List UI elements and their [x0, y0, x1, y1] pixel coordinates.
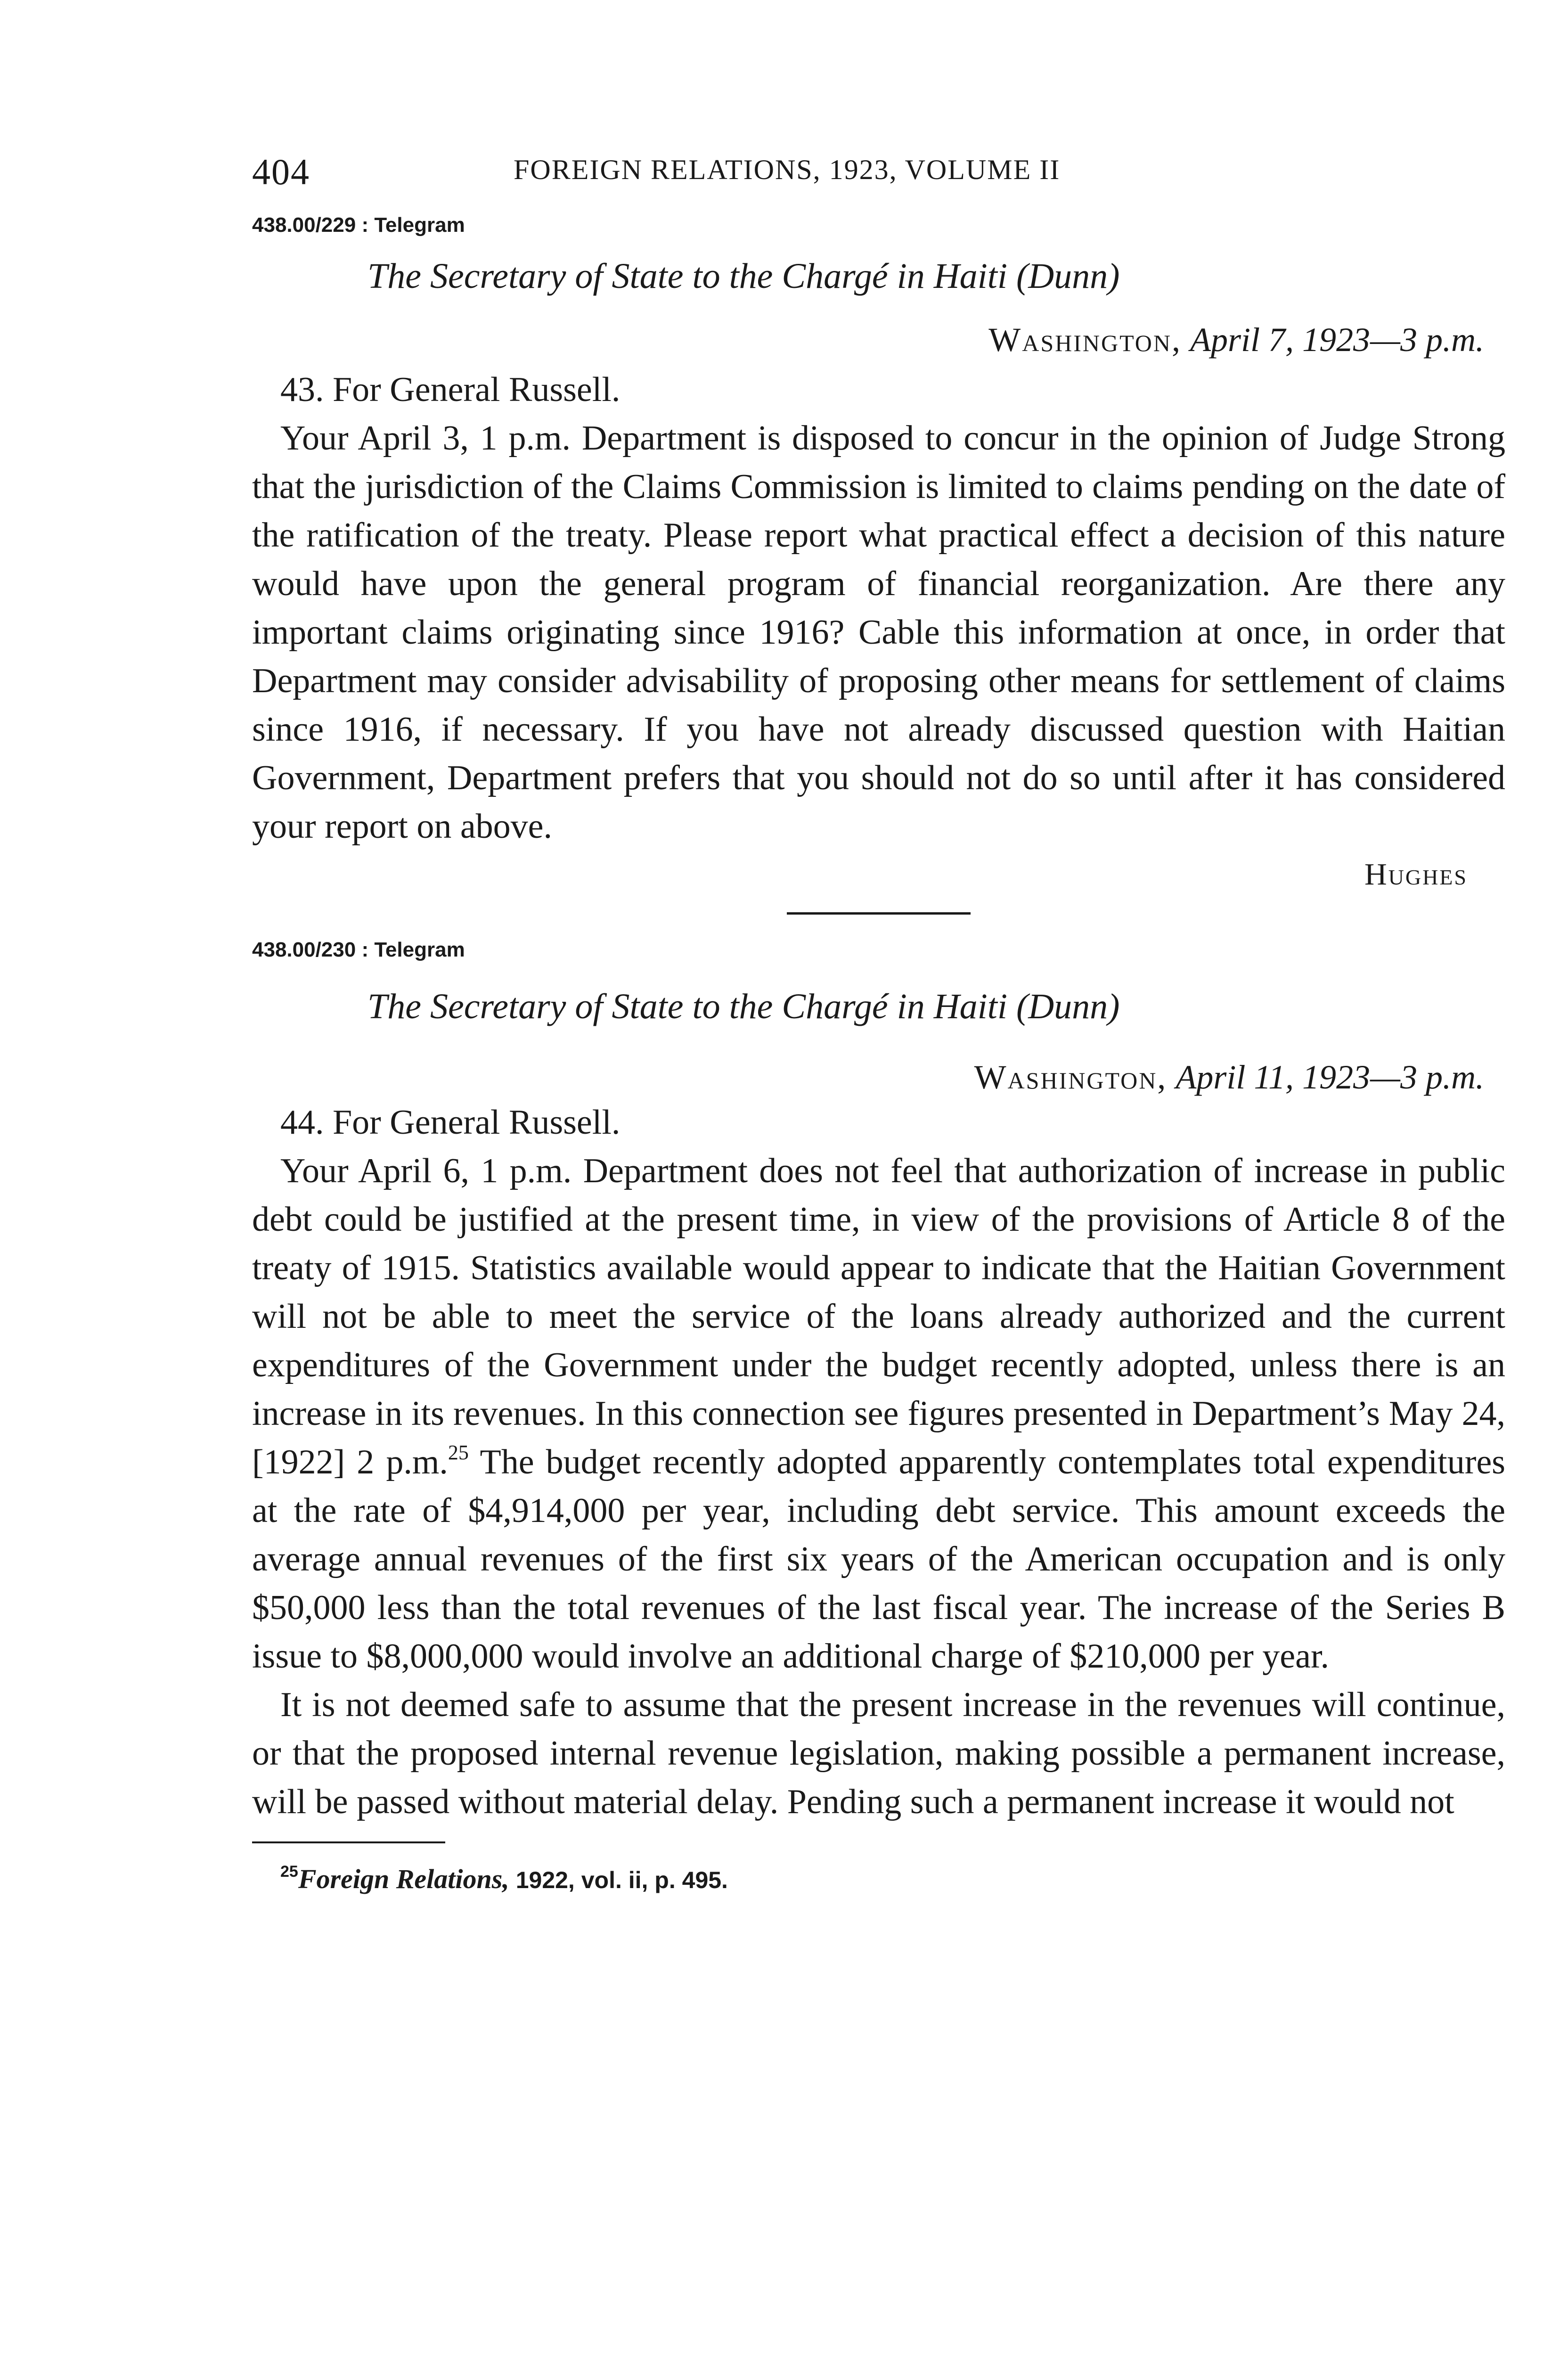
paragraph-text: The budget recently adopted apparently contemplates total expenditures at the rate of $4,914,000 per year, including debt service. This amount exceeds the average annual revenues of the first six years of the American occupation and is only $50,000 less than the total revenues of the last fiscal year. The increase of the Series B issue to $8,000,000 would involve an additional charge of $210,000 per year.: [252, 1443, 1505, 1676]
body-paragraph: [252, 1147, 1505, 1681]
recipient-line: 43. For General Russell.: [280, 370, 621, 409]
page-number: 404: [252, 151, 310, 192]
dateline-place: Washington,: [988, 321, 1182, 359]
section-divider: [787, 912, 971, 915]
footnote-marker: 25: [280, 1863, 298, 1881]
file-reference: 438.00/230 : Telegram: [252, 938, 465, 961]
footnote-citation: 1922, vol. ii, p. 495.: [509, 1867, 728, 1893]
body-paragraph: It is not deemed safe to assume that the present increase in the revenues will continue, or that the proposed internal revenue legislation, making possible a permanent increase, will be passed without material delay. Pending such a permanent increase it would not: [252, 1685, 1505, 1821]
running-head: [252, 141, 1505, 203]
file-reference: 438.00/229 : Telegram: [252, 213, 465, 237]
document-heading: The Secretary of State to the Chargé in Haiti (Dunn): [368, 256, 1120, 296]
document-heading: The Secretary of State to the Chargé in Haiti (Dunn): [368, 987, 1120, 1026]
running-title: FOREIGN RELATIONS, 1923, VOLUME II: [514, 154, 1061, 185]
footnote-title: Foreign Relations,: [298, 1864, 509, 1894]
dateline: [252, 304, 1505, 366]
document-page: [252, 141, 1505, 1895]
footnote-rule: [252, 1841, 445, 1843]
footnote: [280, 1863, 1505, 1895]
signature: Hughes: [1364, 857, 1468, 892]
recipient-line: 44. For General Russell.: [280, 1103, 621, 1142]
dateline-date: April 7, 1923—3 p.m.: [1190, 321, 1484, 359]
dateline-date: April 11, 1923—3 p.m.: [1176, 1058, 1484, 1096]
paragraph-text: Your April 6, 1 p.m. Department does not feel that authorization of increase in public debt could be justified at the present time, in view of the provisions of Article 8 of the treaty of 1915. Statistics available would appear to indicate that the Haitian Government will not be able to meet the service of the loans already authorized and the current expenditures of the Government under the budget recently adopted, unless there is an increase in its revenues. In this connection see figures presented in Department’s May 24, [1922] 2 p.m.: [252, 1152, 1505, 1481]
footnote-reference[interactable]: 25: [448, 1441, 469, 1464]
dateline-place: Washington,: [974, 1058, 1168, 1096]
body-paragraph: Your April 3, 1 p.m. Department is disposed to concur in the opinion of Judge Strong that the jurisdiction of the Claims Commission is limited to claims pending on the date of the ratification of the treaty. Please report what practical effect a decision of this nature would have upon the general program of financial reorganization. Are there any important claims originating since 1916? Cable this information at once, in order that Department may consider advisability of proposing other means for settlement of claims since 1916, if necessary. If you have not already discussed question with Haitian Government, Department prefers that you should not do so until after it has considered your report on above.: [252, 419, 1505, 846]
dateline: [252, 1047, 1505, 1098]
